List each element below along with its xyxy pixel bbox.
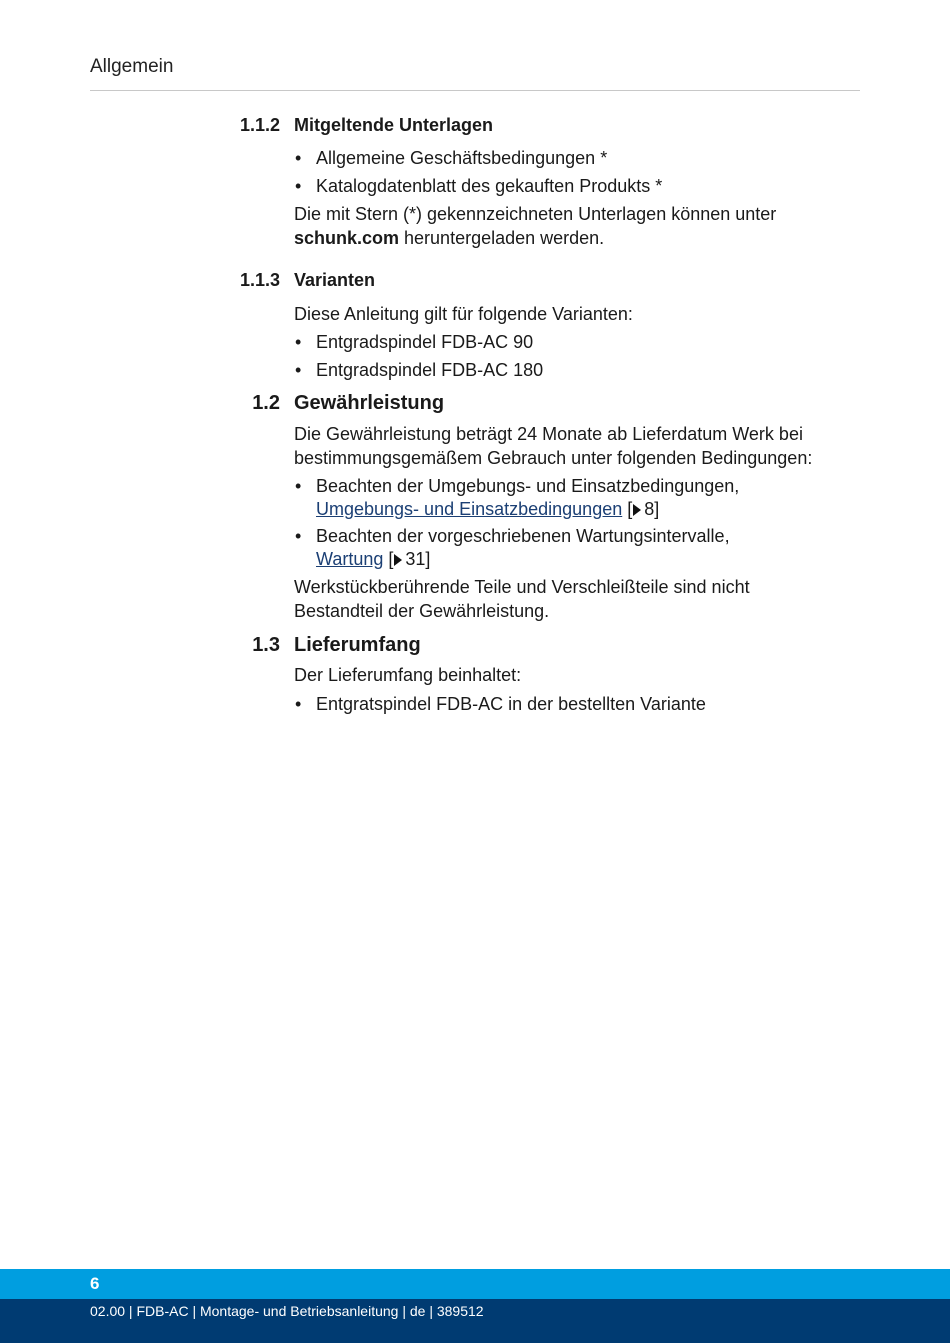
footer-document-bar — [0, 1299, 950, 1343]
list-item-variant-180: Entgradspindel FDB-AC 180 — [316, 360, 544, 380]
section-heading-gewaehrleistung: Gewährleistung — [294, 392, 445, 414]
link-umgebungs-einsatzbedingungen[interactable]: Umgebungs- und Einsatzbedingungen — [316, 499, 623, 519]
section-number-1-1-3: 1.1.3 — [239, 270, 280, 290]
bullet-marker: • — [295, 176, 302, 196]
schunk-website-text: schunk.com — [294, 228, 400, 248]
footer-document-info: 02.00 | FDB-AC | Montage- und Betriebsanleitung | de | 389512 — [90, 1303, 484, 1319]
bullet-marker: • — [295, 360, 302, 380]
running-header-title: Allgemein — [90, 56, 174, 77]
section-number-1-3: 1.3 — [252, 634, 280, 656]
page-ref-number: 31] — [405, 549, 431, 569]
page-ref-bracket: [ — [383, 549, 394, 569]
list-item-agb: Allgemeine Geschäftsbedingungen * — [316, 148, 608, 168]
warranty-condition-1-line-1: Beachten der Umgebungs- und Einsatzbedingungen, — [316, 476, 740, 496]
page-number: 6 — [90, 1274, 100, 1293]
warranty-exclusion-line-1: Werkstückberührende Teile und Verschleißteile sind nicht — [294, 577, 750, 597]
section-heading-varianten: Varianten — [294, 270, 376, 290]
list-item-variant-90: Entgradspindel FDB-AC 90 — [316, 332, 534, 352]
warranty-condition-1-line-2 — [316, 497, 659, 521]
delivery-intro: Der Lieferumfang beinhaltet: — [294, 665, 522, 685]
documents-note-line-2 — [294, 226, 604, 250]
bullet-marker: • — [295, 332, 302, 352]
header-divider — [90, 90, 860, 91]
section-number-1-1-2: 1.1.2 — [239, 115, 280, 135]
section-heading-lieferumfang: Lieferumfang — [294, 634, 421, 656]
list-item-katalogdatenblatt: Katalogdatenblatt des gekauften Produkts * — [316, 176, 663, 196]
page-ref-arrow-icon — [394, 554, 402, 566]
page-ref-arrow-icon — [633, 504, 641, 516]
warranty-intro-line-2: bestimmungsgemäßem Gebrauch unter folgenden Bedingungen: — [294, 448, 813, 468]
bullet-marker: • — [295, 148, 302, 168]
warranty-intro-line-1: Die Gewährleistung beträgt 24 Monate ab Lieferdatum Werk bei — [294, 424, 803, 444]
documents-note-line-2-rest: heruntergeladen werden. — [399, 228, 605, 248]
variants-intro: Diese Anleitung gilt für folgende Varianten: — [294, 304, 633, 324]
footer-page-bar — [0, 1269, 950, 1299]
section-number-1-2: 1.2 — [252, 392, 280, 414]
list-item-delivery-spindle: Entgratspindel FDB-AC in der bestellten Variante — [316, 694, 706, 714]
documents-note-line-1: Die mit Stern (*) gekennzeichneten Unterlagen können unter — [294, 204, 777, 224]
bullet-marker: • — [295, 526, 302, 546]
section-heading-mitgeltende-unterlagen: Mitgeltende Unterlagen — [294, 115, 494, 135]
warranty-exclusion-line-2: Bestandteil der Gewährleistung. — [294, 601, 550, 621]
bullet-marker: • — [295, 694, 302, 714]
link-wartung[interactable]: Wartung — [316, 549, 384, 569]
warranty-condition-2-line-2 — [316, 547, 430, 571]
page-ref-number: 8] — [644, 499, 660, 519]
bullet-marker: • — [295, 476, 302, 496]
page-ref-bracket: [ — [622, 499, 633, 519]
warranty-condition-2-line-1: Beachten der vorgeschriebenen Wartungsintervalle, — [316, 526, 730, 546]
